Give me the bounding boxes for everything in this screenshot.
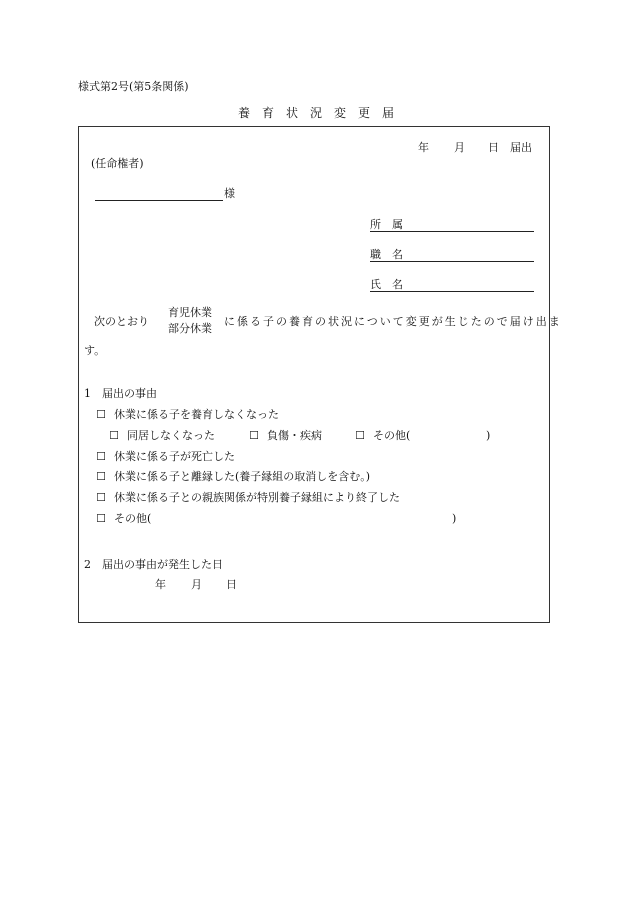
position-label: 職 名 <box>370 248 403 261</box>
date-year-label: 年 <box>418 141 429 154</box>
date-month-label: 月 <box>454 141 465 154</box>
option-childcare-leave[interactable]: 育児休業 <box>168 306 212 319</box>
sub2-row[interactable] <box>248 429 322 443</box>
title-char: 況 <box>310 106 323 120</box>
title-char: 状 <box>286 106 299 120</box>
item3-row[interactable] <box>95 470 370 484</box>
item5-label: その他( <box>114 512 152 525</box>
honorific: 様 <box>224 187 235 200</box>
sub3-label: その他( <box>373 429 411 442</box>
item1-row[interactable] <box>95 408 279 422</box>
sub1-label: 同居しなくなった <box>127 429 215 442</box>
addressee-line[interactable] <box>95 200 223 201</box>
date-day-label: 日 <box>488 141 499 154</box>
checkbox-icon[interactable]: ☐ <box>96 470 106 483</box>
statement-suffix: に係る子の養育の状況について変更が生じたので届け出ま <box>224 315 562 328</box>
item5-row[interactable] <box>95 512 151 526</box>
checkbox-icon[interactable]: ☐ <box>96 512 106 525</box>
appointer-label: (任命権者) <box>91 157 144 170</box>
title-char: 育 <box>262 106 275 120</box>
item4-label: 休業に係る子との親族関係が特別養子縁組により終了した <box>114 491 400 504</box>
statement-continuation: す。 <box>84 344 106 357</box>
checkbox-icon[interactable]: ☐ <box>96 491 106 504</box>
name-field[interactable] <box>370 291 534 292</box>
sub1-row[interactable] <box>108 429 215 443</box>
item4-row[interactable] <box>95 491 400 505</box>
sub2-label: 負傷・疾病 <box>267 429 322 442</box>
title-char: 養 <box>238 106 251 120</box>
position-field[interactable] <box>370 261 534 262</box>
checkbox-icon[interactable]: ☐ <box>249 429 259 442</box>
event-day-label: 日 <box>226 578 237 591</box>
item2-row[interactable] <box>95 450 235 464</box>
checkbox-icon[interactable]: ☐ <box>96 408 106 421</box>
submit-label: 届出 <box>510 141 532 154</box>
section1-heading: 1 届出の事由 <box>84 387 157 400</box>
item3-label: 休業に係る子と離縁した(養子縁組の取消しを含む。) <box>114 470 371 483</box>
title-char: 変 <box>334 106 347 120</box>
affiliation-label: 所 属 <box>370 218 403 231</box>
checkbox-icon[interactable]: ☐ <box>109 429 119 442</box>
event-year-label: 年 <box>155 578 166 591</box>
sub3-row[interactable] <box>354 429 410 443</box>
item1-label: 休業に係る子を養育しなくなった <box>114 408 279 421</box>
form-code: 様式第2号(第5条関係) <box>78 80 189 93</box>
name-label: 氏 名 <box>370 278 403 291</box>
title-char: 届 <box>382 106 395 120</box>
section2-heading: 2 届出の事由が発生した日 <box>84 558 223 571</box>
sub3-close: ) <box>486 429 491 442</box>
affiliation-field[interactable] <box>370 231 534 232</box>
checkbox-icon[interactable]: ☐ <box>355 429 365 442</box>
checkbox-icon[interactable]: ☐ <box>96 450 106 463</box>
option-partial-leave[interactable]: 部分休業 <box>168 322 212 335</box>
item5-close: ) <box>452 512 457 525</box>
event-month-label: 月 <box>191 578 202 591</box>
statement-prefix: 次のとおり <box>94 315 149 328</box>
item2-label: 休業に係る子が死亡した <box>114 450 235 463</box>
title-char: 更 <box>358 106 371 120</box>
